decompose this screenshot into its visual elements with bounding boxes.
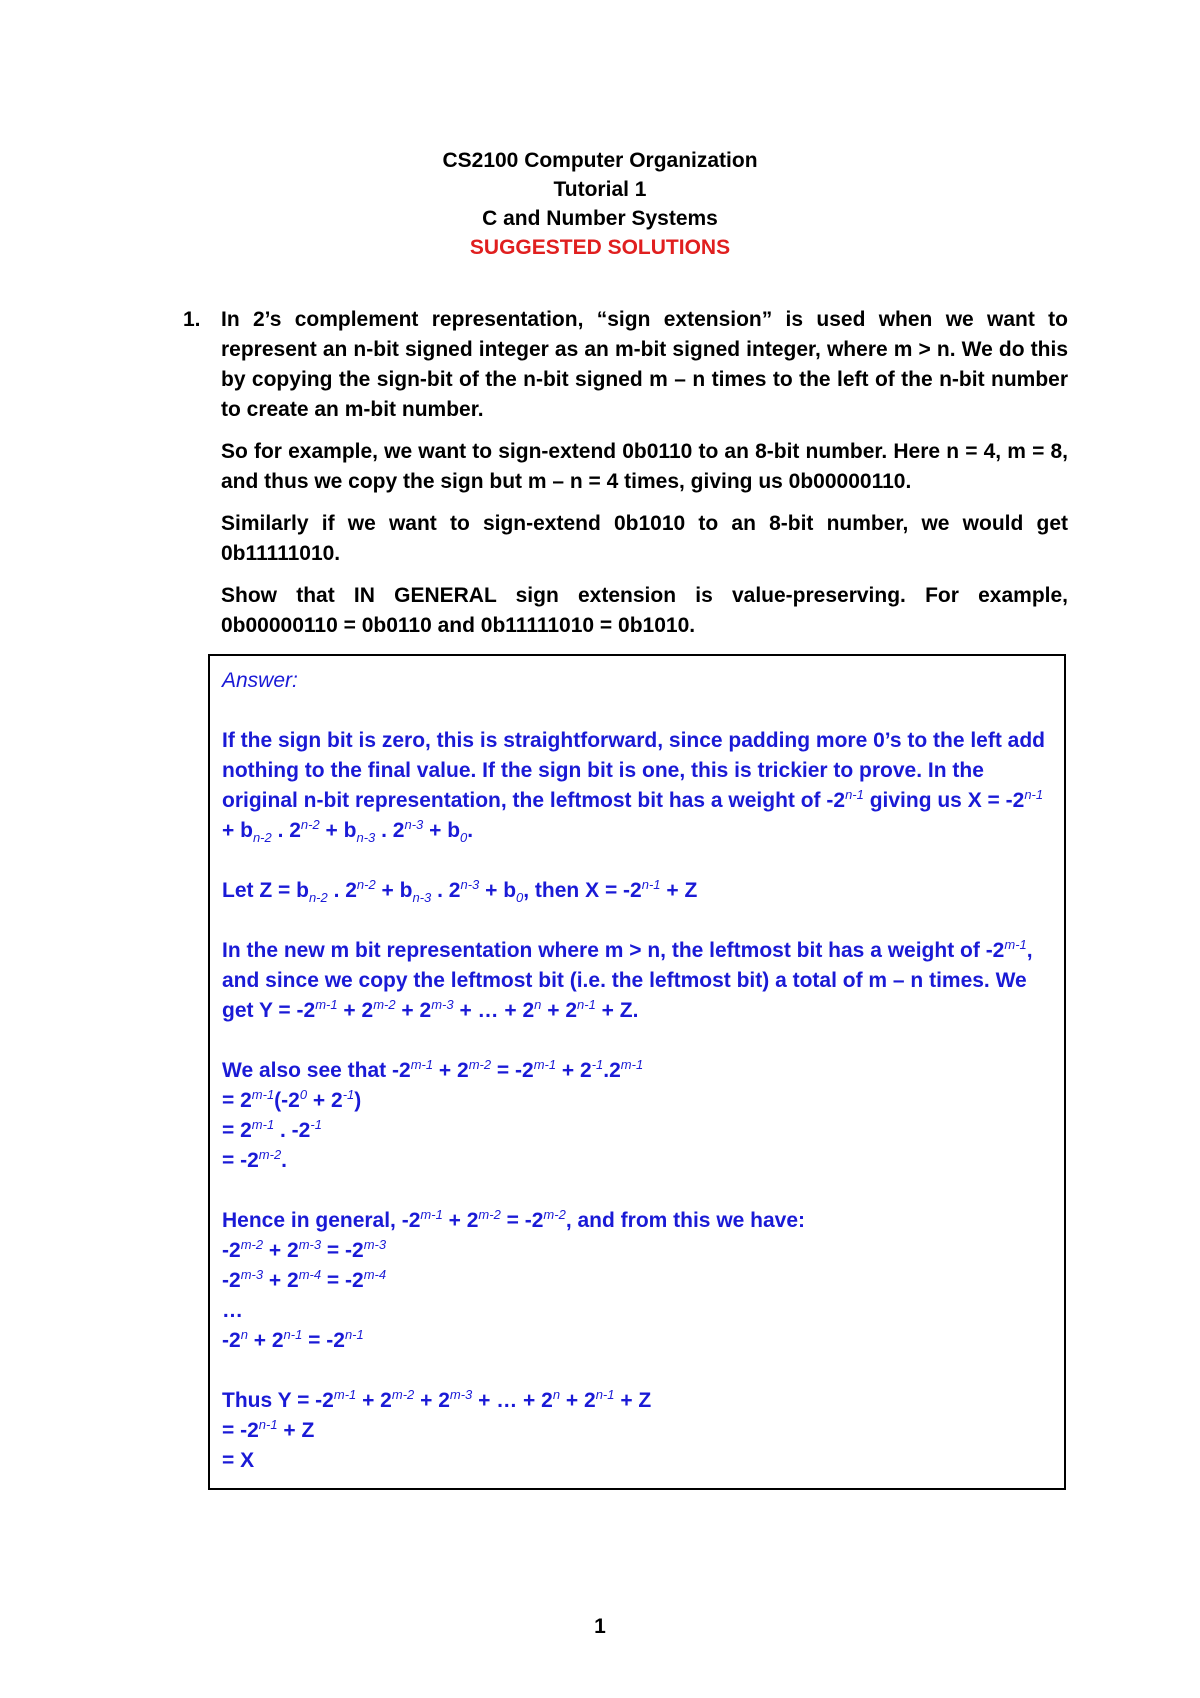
answer-derivation-line: We also see that $-2^{m-1} + 2^{m-2} = -2^{m-1} + 2^{-1}.2^{m-1}$: [222, 1057, 644, 1082]
answer-general-line: Hence in general, $-2^{m-1} + 2^{m-2} = -2^{m-2}$, and from this we have:: [222, 1207, 806, 1232]
question-paragraph-1: In 2’s complement representation, “sign extension” is used when we want to represent an n-bit signed integer as an m-bit signed integer, where m > n. We do this by copying the sign-bit of the n-bit signed m – n times to the left of the n-bit number to create an m-bit number.: [221, 308, 1068, 421]
answer-general-line: $-2^{m-3} + 2^{m-4} = -2^{m-4}$: [222, 1267, 387, 1292]
answer-derivation-line: = $2^{m-1}(-2^0 + 2^{-1})$: [222, 1087, 362, 1112]
answer-general-line: $-2^n + 2^{n-1} = -2^{n-1}$: [222, 1327, 364, 1352]
question-1: [183, 305, 1068, 653]
answer-paragraph-3: In the new m bit representation where m > n, the leftmost bit has a weight of -2$^{m-1}$, and since we copy the leftmost bit (i.e. the leftmost bit) a total of m – n times. We get $Y = -2^{m-1} + 2^{m-2} + 2^{m-3}$ + … + $2^n + 2^{n-1} + Z$.: [222, 937, 1033, 1022]
answer-conclusion-line: = $-2^{n-1} + Z$: [222, 1417, 315, 1442]
answer-conclusion-line: = X: [222, 1449, 255, 1472]
document-header: [0, 146, 1200, 262]
course-title: CS2100 Computer Organization: [442, 149, 758, 172]
tutorial-title: Tutorial 1: [553, 178, 647, 201]
answer-paragraph-1: If the sign bit is zero, this is straightforward, since padding more 0’s to the left add nothing to the final value. If the sign bit is one, this is trickier to prove. In the original n-bit representation, the leftmost bit has a weight of -2$^{n-1}$ giving us $X = -2^{n-1} + b_{n-2}$ . $2^{n-2} + b_{n-3}$ . $2^{n-3} + b_0$.: [222, 729, 1045, 846]
answer-heading: Answer:: [222, 669, 298, 692]
answer-derivation-line: = $2^{m-1}$ . $-2^{-1}$: [222, 1117, 322, 1142]
question-paragraph-3: Similarly if we want to sign-extend 0b1010 to an 8-bit number, we would get 0b11111010.: [221, 512, 1068, 565]
solutions-label: SUGGESTED SOLUTIONS: [469, 236, 731, 259]
answer-general-line: …: [222, 1299, 243, 1322]
question-number: 1.: [183, 308, 201, 331]
page-number: 1: [594, 1615, 606, 1638]
answer-conclusion-line: Thus $Y = -2^{m-1} + 2^{m-2} + 2^{m-3}$ + … + $2^n + 2^{n-1} + Z$: [222, 1387, 652, 1412]
question-paragraph-2: So for example, we want to sign-extend 0b0110 to an 8-bit number. Here n = 4, m = 8, and thus we copy the sign but m – n = 4 times, giving us 0b00000110.: [221, 440, 1068, 493]
answer-derivation-line: = $-2^{m-2}$.: [222, 1147, 288, 1172]
answer-box: [208, 654, 1066, 1490]
question-paragraph-4: Show that IN GENERAL sign extension is value-preserving. For example, 0b00000110 = 0b0110 and 0b11111010 = 0b1010.: [221, 584, 1068, 637]
answer-paragraph-2: Let $Z = b_{n-2}$ . $2^{n-2} + b_{n-3}$ . $2^{n-3} + b_0$, then $X = -2^{n-1} + Z$: [222, 877, 698, 906]
answer-general-line: $-2^{m-2} + 2^{m-3} = -2^{m-3}$: [222, 1237, 387, 1262]
topic-title: C and Number Systems: [482, 207, 718, 230]
